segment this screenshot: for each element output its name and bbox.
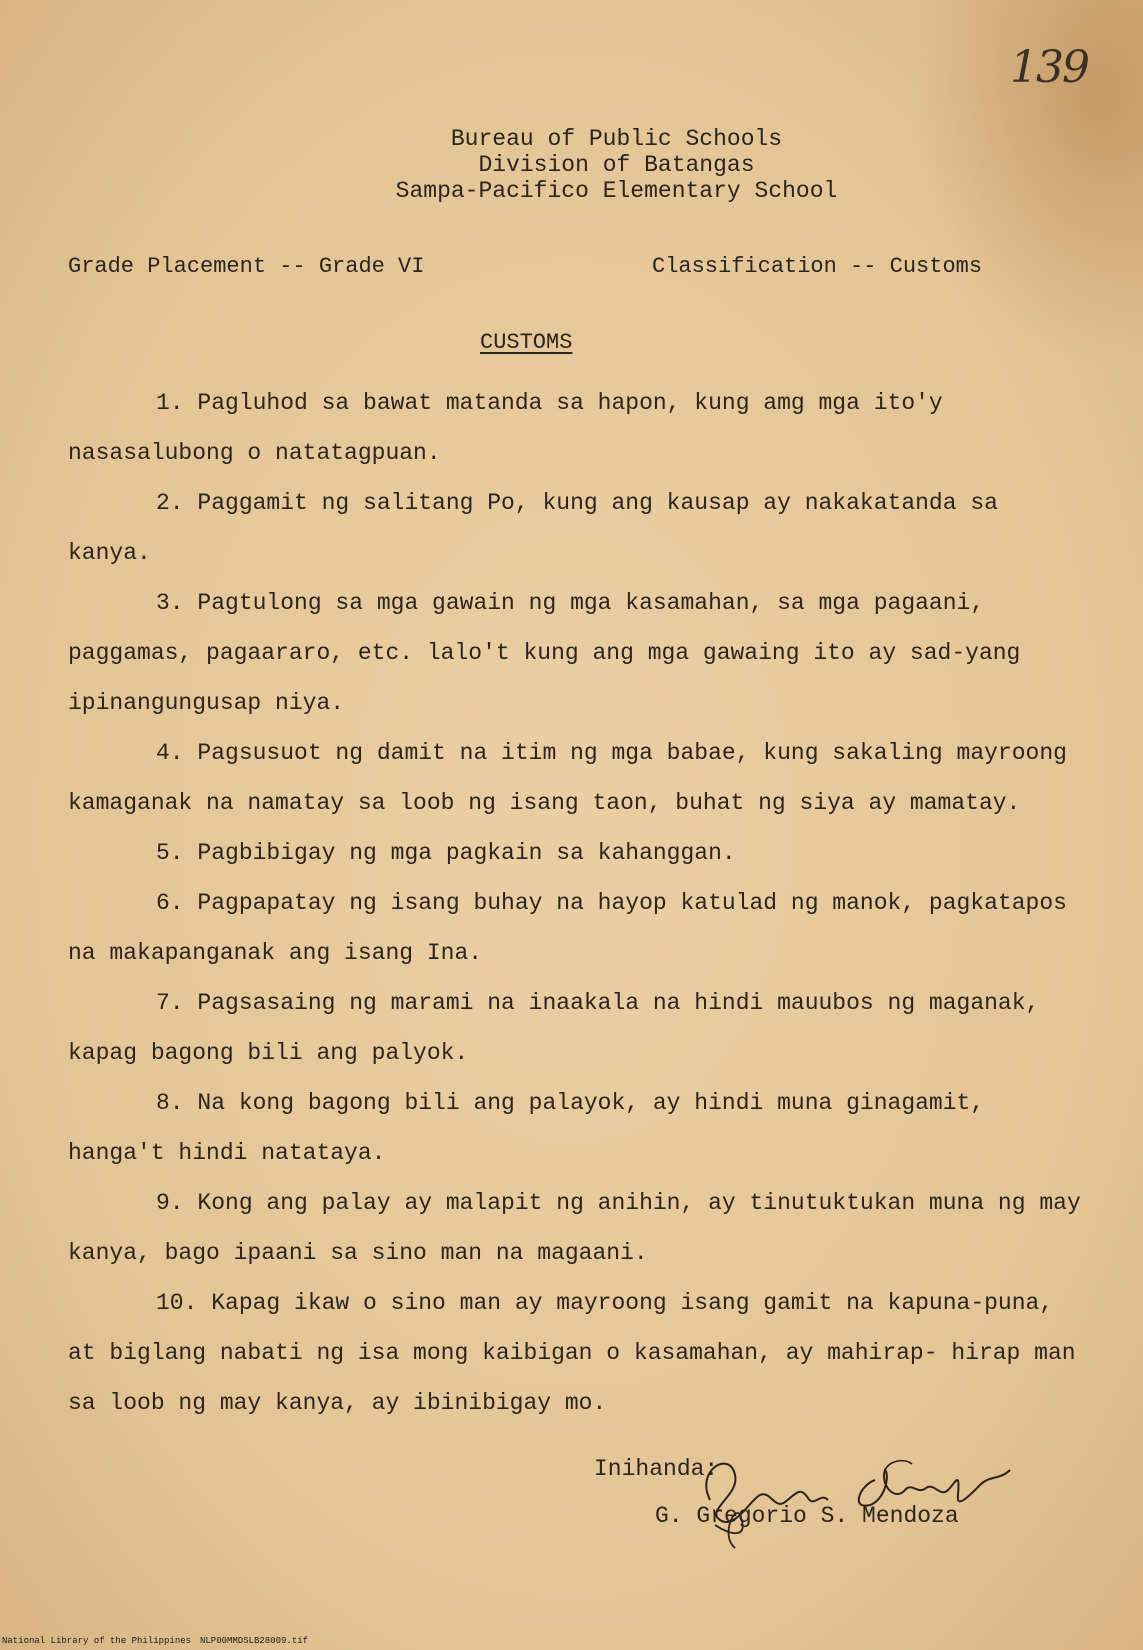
classification: Classification -- Customs [652, 254, 983, 279]
header-school: Sampa-Pacifico Elementary School [395, 178, 838, 204]
list-item: 8. Na kong bagong bili ang palayok, ay hindi muna ginagamit, hanga't hindi natataya. [68, 1090, 985, 1166]
list-item: 5. Pagbibigay ng mga pagkain sa kahanggan. [156, 840, 736, 866]
prepared-by-label: Inihanda: [594, 1456, 719, 1482]
header-bureau: Bureau of Public Schools [450, 126, 783, 152]
page-number: 139 [1010, 42, 1088, 93]
footer-institution: National Library of the Philippines [2, 1636, 192, 1646]
list-item: 6. Pagpapatay ng isang buhay na hayop katulad ng manok, pagkatapos na makapanganak ang isang Ina. [68, 890, 1067, 966]
list-item: 1. Pagluhod sa bawat matanda sa hapon, kung amg mga ito'y nasasalubong o natatagpuan. [68, 390, 943, 466]
document-header [0, 126, 1143, 204]
handwritten-signature [690, 1440, 1030, 1550]
section-title: CUSTOMS [480, 330, 573, 355]
list-item: 3. Pagtulong sa mga gawain ng mga kasamahan, sa mga pagaani, paggamas, pagaararo, etc. lalo't kung ang mga gawaing ito ay sad-yang ipinangungusap niya. [68, 590, 1021, 716]
grade-placement: Grade Placement -- Grade VI [68, 254, 425, 279]
list-item: 2. Paggamit ng salitang Po, kung ang kausap ay nakakatanda sa kanya. [68, 490, 998, 566]
list-item: 7. Pagsasaing ng marami na inaakala na hindi mauubos ng maganak, kapag bagong bili ang palyok. [68, 990, 1040, 1066]
customs-list [68, 378, 1088, 1428]
list-item: 10. Kapag ikaw o sino man ay mayroong isang gamit na kapuna-puna, at biglang nabati ng isa mong kaibigan o kasamahan, ay mahirap- hirap man sa loob ng may kanya, ay ibinibigay mo. [68, 1290, 1076, 1416]
list-item: 9. Kong ang palay ay malapit ng anihin, ay tinutuktukan muna ng may kanya, bago ipaani sa sino man na magaani. [68, 1190, 1081, 1266]
footer-file-id: NLP00MMDSLB28009.tif [200, 1636, 309, 1646]
list-item: 4. Pagsusuot ng damit na itim ng mga babae, kung sakaling mayroong kamaganak na namatay sa loob ng isang taon, buhat ng siya ay mamatay. [68, 740, 1067, 816]
signatory-name: G. Gregorio S. Mendoza [655, 1503, 959, 1529]
header-division: Division of Batangas [478, 152, 755, 178]
